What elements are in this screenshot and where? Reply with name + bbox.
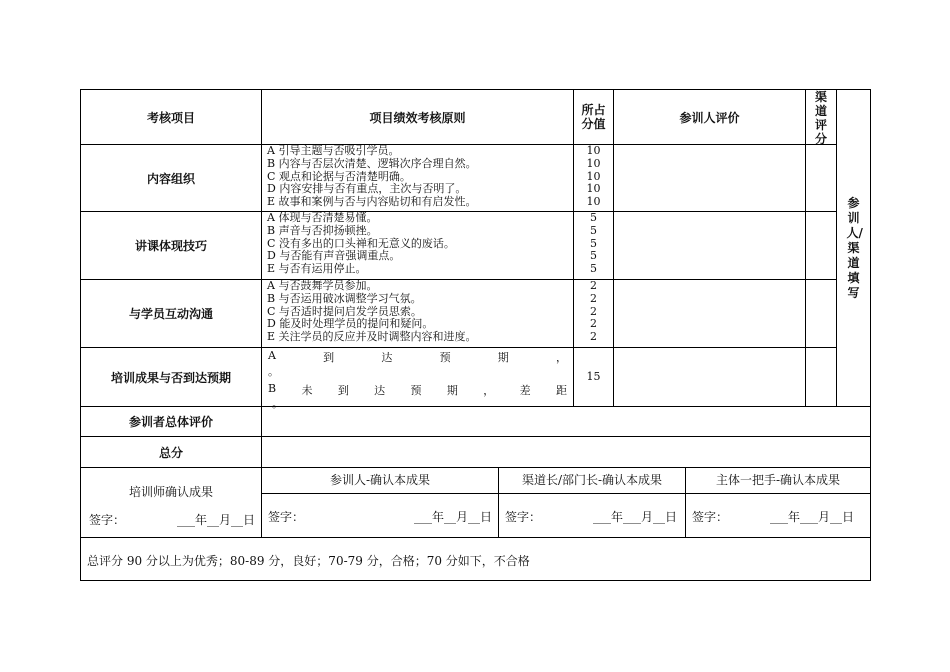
criterion: B 与否运用破冰调整学习气氛。 [267, 291, 422, 305]
score-value: 10 [586, 195, 601, 209]
section-3-trainee-eval-input[interactable] [613, 279, 806, 348]
outcome-char: 距 [555, 384, 567, 397]
header-trainee-eval-label: 参训人评价 [679, 110, 740, 125]
overall-eval-input[interactable] [261, 406, 871, 437]
criterion: E 故事和案例与否与内容贴切和有启发性。 [267, 195, 477, 209]
criterion: D 能及时处理学员的提问和疑问。 [267, 317, 434, 331]
trainee-confirm-title-cell [261, 467, 499, 494]
criterion: E 与否有运用停止。 [267, 262, 367, 276]
criterion: D 与否能有声音强调重点。 [267, 249, 401, 263]
section-3-scores [573, 279, 614, 348]
header-score [573, 89, 614, 145]
score-value: 5 [590, 223, 597, 237]
header-channel-score [805, 89, 837, 145]
section-name: 与学员互动沟通 [128, 307, 213, 321]
fill-note-column [836, 89, 871, 407]
score-value: 5 [590, 211, 597, 224]
criterion: D 内容安排与否有重点，主次与否明了。 [267, 182, 467, 196]
section-outcome [80, 347, 262, 407]
score-value: 2 [590, 330, 597, 344]
criterion: A 引导主题与否吸引学员。 [267, 144, 400, 157]
overall-eval-label: 参训者总体评价 [128, 415, 213, 429]
score-value: 2 [590, 317, 597, 331]
section-1-trainee-eval-input[interactable] [613, 144, 806, 212]
sign-label: 签字： [505, 510, 542, 524]
header-principle-label: 项目绩效考核原则 [369, 110, 466, 125]
owner-confirm-title: 主体一把手-确认本成果 [715, 473, 841, 487]
score-value: 5 [590, 249, 597, 263]
owner-confirm-title-cell [685, 467, 871, 494]
outcome-char: 期 [497, 351, 509, 364]
outcome-char: 预 [410, 384, 422, 397]
outcome-option-b [262, 382, 573, 398]
outcome-option-a [262, 349, 573, 365]
outcome-trainee-eval-input[interactable] [613, 347, 806, 407]
outcome-char: 达 [374, 384, 386, 397]
outcome-score [573, 347, 614, 407]
footer-note: 总评分 90 分以上为优秀；80-89 分，良好；70-79 分，合格；70 分如下，不合格 [87, 554, 530, 568]
criterion: A 体现与否清楚易懂。 [267, 211, 378, 224]
score-value: 10 [586, 144, 601, 157]
outcome-char: 达 [381, 351, 393, 364]
trainer-confirm-title: 培训师确认成果 [128, 485, 213, 499]
channel-sign-cell[interactable] [498, 493, 686, 538]
score-value: 2 [590, 279, 597, 292]
sign-label: 签字： [268, 510, 305, 524]
total-label-cell [80, 436, 262, 468]
score-value: 10 [586, 169, 601, 183]
outcome-char: 期 [446, 384, 458, 397]
outcome-char: 未 [301, 384, 313, 397]
header-channel-score-label: 渠道评分 [814, 90, 827, 146]
header-item [80, 89, 262, 145]
fill-note-label: 参训人/渠道填写 [846, 195, 863, 300]
header-trainee-eval [613, 89, 806, 145]
outcome-options [261, 347, 574, 410]
score-value: 10 [586, 156, 601, 170]
section-3-channel-score-input[interactable] [805, 279, 837, 348]
criterion: C 观点和论据与否清楚明确。 [267, 169, 411, 183]
score-value: 2 [590, 291, 597, 305]
header-principle [261, 89, 574, 145]
footer-note-cell [80, 537, 871, 581]
trainer-confirm-cell[interactable] [80, 467, 262, 538]
criterion: C 与否适时提问启发学员思索。 [267, 304, 422, 318]
score-value: 15 [586, 369, 601, 383]
section-2-trainee-eval-input[interactable] [613, 211, 806, 280]
section-1-channel-score-input[interactable] [805, 144, 837, 212]
channel-confirm-title-cell [498, 467, 686, 494]
outcome-char: 差 [519, 384, 531, 397]
total-label: 总分 [158, 445, 183, 460]
header-item-label: 考核项目 [146, 110, 195, 125]
section-content-organization [80, 144, 262, 212]
section-trainee-interaction [80, 279, 262, 348]
outcome-char: 到 [337, 384, 349, 397]
header-score-label: 所占分值 [581, 103, 606, 131]
criterion: B 声音与否抑扬顿挫。 [267, 223, 378, 237]
score-value: 5 [590, 262, 597, 276]
score-value: 2 [590, 304, 597, 318]
outcome-char: B [268, 382, 277, 395]
section-delivery-skills [80, 211, 262, 280]
outcome-char: A [268, 349, 276, 362]
sign-label: 签字： [89, 513, 126, 527]
overall-eval-label-cell [80, 406, 262, 437]
score-value: 5 [590, 236, 597, 250]
outcome-channel-score-input[interactable] [805, 347, 837, 407]
date-field: ___年___月__日 [769, 510, 854, 524]
sign-label: 签字： [692, 510, 729, 524]
outcome-option-b-tail: 。 [272, 397, 283, 410]
criterion: A 与否鼓舞学员参加。 [267, 279, 378, 292]
outcome-char: ， [483, 384, 495, 397]
date-field: ___年___月__日 [592, 510, 677, 524]
total-input[interactable] [261, 436, 871, 468]
outcome-option-a-tail: 。 [268, 365, 279, 378]
criterion: E 关注学员的反应并及时调整内容和进度。 [267, 330, 477, 344]
score-value: 10 [586, 182, 601, 196]
section-name: 内容组织 [146, 171, 195, 186]
section-1-scores [573, 144, 614, 212]
criterion: C 没有多出的口头禅和无意义的废话。 [267, 236, 455, 250]
date-field: ___年__月__日 [413, 510, 492, 524]
date-field: ___年__月__日 [176, 513, 255, 527]
section-name: 讲课体现技巧 [134, 239, 207, 253]
section-2-scores [573, 211, 614, 280]
trainee-sign-cell[interactable] [261, 493, 499, 538]
outcome-char: 到 [323, 351, 335, 364]
evaluation-form [80, 89, 871, 581]
section-name: 培训成果与否到达预期 [110, 370, 231, 385]
owner-sign-cell[interactable] [685, 493, 871, 538]
section-3-criteria [261, 279, 574, 348]
section-1-criteria [261, 144, 574, 212]
outcome-char: ， [555, 351, 567, 364]
criterion: B 内容与否层次清楚、逻辑次序合理自然。 [267, 156, 477, 170]
channel-confirm-title: 渠道长/部门长-确认本成果 [521, 473, 663, 487]
outcome-char: 预 [439, 351, 451, 364]
trainee-confirm-title: 参训人-确认本成果 [329, 473, 431, 487]
section-2-criteria [261, 211, 574, 280]
section-2-channel-score-input[interactable] [805, 211, 837, 280]
